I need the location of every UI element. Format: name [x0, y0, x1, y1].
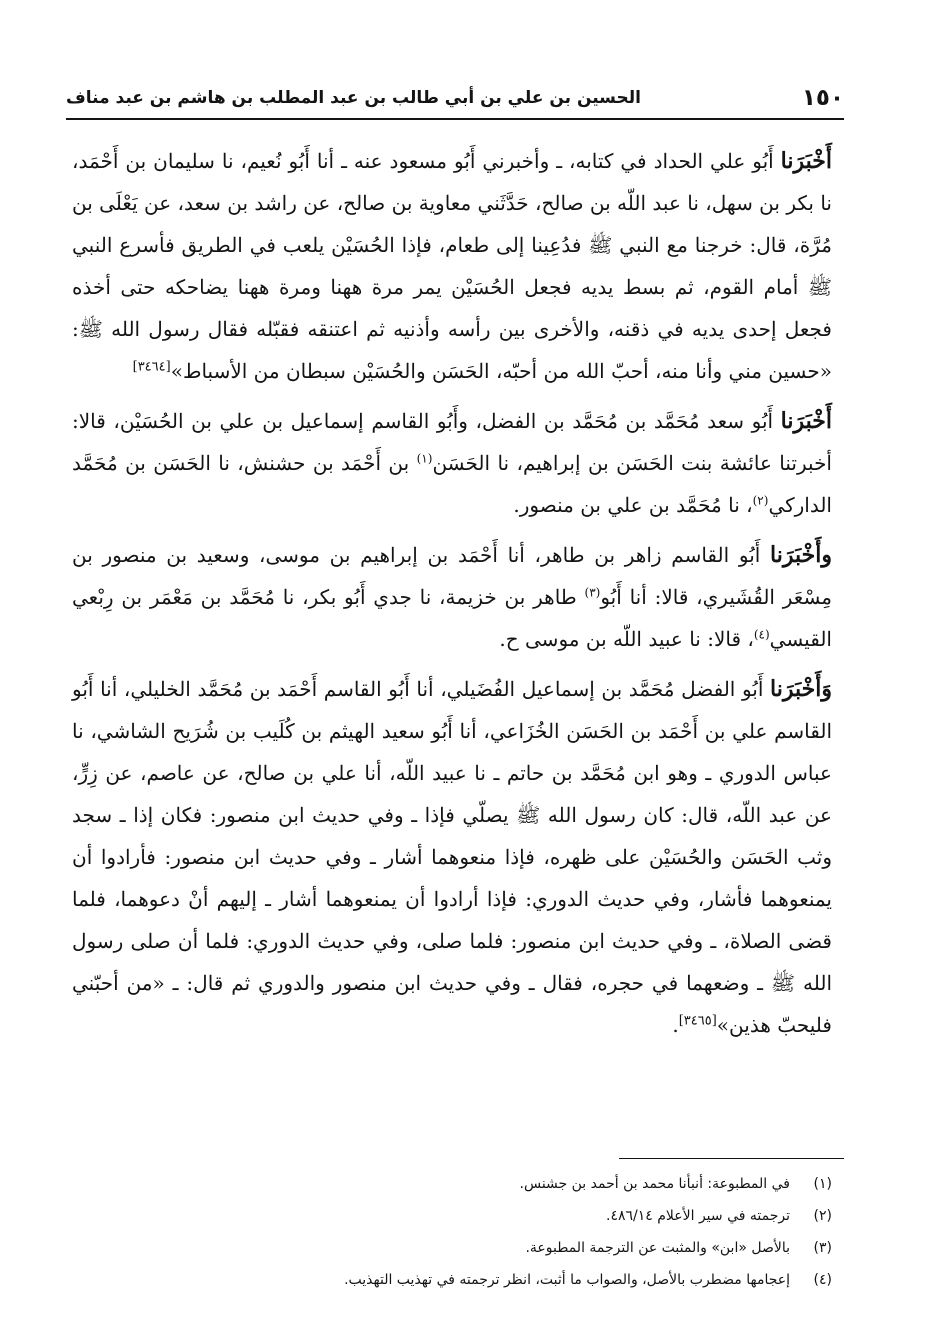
paragraph-text: ، نا مُحَمَّد بن علي بن منصور. — [513, 493, 753, 517]
footnote-marker[interactable]: (٢) — [752, 493, 769, 508]
footnote-text: ترجمته في سير الأعلام ٤٨٦/١٤. — [606, 1208, 790, 1224]
paragraph-text: أَبُو القاسم زاهر بن طاهر، أنا أَحْمَد بن إبراهيم بن موسى، وسعيد بن منصور بن مِسْعَر القُشَيري، قالا: أنا أَبُو — [72, 543, 832, 609]
hadith-paragraph — [72, 400, 832, 526]
footnote-item — [72, 1168, 832, 1200]
paragraph-text: أَبُو سعد مُحَمَّد بن مُحَمَّد بن الفضل، وأَبُو القاسم إسماعيل بن علي بن الحُسَيْن، قالا: أخبرتنا عائشة بنت الحَسَن بن إبراهيم، نا الحَسَن — [72, 409, 832, 475]
hadith-paragraph — [72, 668, 832, 1046]
footnote-number: (١) — [813, 1176, 832, 1192]
paragraph-lead: أَخْبَرَنا — [780, 148, 832, 174]
footnote-text: بالأصل «ابن» والمثبت عن الترجمة المطبوعة. — [525, 1240, 790, 1256]
footnote-number: (٢) — [813, 1208, 832, 1224]
paragraph-lead: وَأَخْبَرَنا — [770, 676, 832, 702]
footnote-item — [72, 1264, 832, 1296]
hadith-paragraph — [72, 140, 832, 392]
paragraph-text: . — [672, 1013, 679, 1037]
page-number: ١٥٠ — [801, 85, 844, 111]
footnote-marker[interactable]: (١) — [416, 451, 433, 466]
hadith-number: [٣٤٦٤] — [132, 359, 171, 375]
footnotes-section — [72, 1168, 832, 1296]
footnote-item — [72, 1232, 832, 1264]
footnote-divider — [619, 1158, 844, 1159]
page-header — [66, 78, 844, 120]
footnote-marker[interactable]: (٣) — [584, 585, 601, 600]
paragraph-text: ، قالا: نا عبيد اللّه بن موسى ح. — [499, 627, 754, 651]
footnote-item — [72, 1200, 832, 1232]
footnote-text: في المطبوعة: أنبأنا محمد بن أحمد بن جشنس. — [519, 1176, 790, 1192]
paragraph-text: بن أَحْمَد بن حشنش، نا الحَسَن بن مُحَمَّد الداركي — [72, 451, 832, 517]
hadith-number: [٣٤٦٥] — [678, 1013, 717, 1029]
main-text — [72, 140, 832, 1054]
footnote-text: إعجامها مضطرب بالأصل، والصواب ما أثبت، انظر ترجمته في تهذيب التهذيب. — [344, 1272, 790, 1288]
footnote-number: (٤) — [813, 1272, 832, 1288]
paragraph-text: أَبُو علي الحداد في كتابه، ـ وأخبرني أَبُو مسعود عنه ـ أنا أَبُو نُعيم، نا سليمان بن أَحْمَد، نا بكر بن سهل، نا عبد اللّه بن صالح، حَدَّثَني معاوية بن صالح، عن راشد بن سعد، عن يَعْلَى بن مُرَّة، قال: خرجنا مع النبي ﷺ فدُعِينا إلى طعام، فإذا الحُسَيْن يلعب في الطريق فأسرع النبي ﷺ أمام القوم، ثم بسط يديه فجعل الحُسَيْن يمر مرة ههنا ومرة ههنا يضاحكه حتى أخذه فجعل إحدى يديه في ذقنه، والأخرى بين رأسه وأذنيه ثم اعتنقه فقبّله فقال رسول الله ﷺ: «حسين مني وأنا منه، أحبّ الله من أحبّه، الحَسَن والحُسَيْن سبطان من الأسباط» — [71, 149, 832, 383]
running-title: الحسين بن علي بن أبي طالب بن عبد المطلب بن هاشم بن عبد مناف — [66, 88, 641, 108]
paragraph-text: أَبُو الفضل مُحَمَّد بن إسماعيل الفُضَيلي، أنا أَبُو القاسم أَحْمَد بن مُحَمَّد الخليلي، أنا أَبُو القاسم علي بن أَحْمَد بن الحَسَن الخُزَاعي، أنا أَبُو سعيد الهيثم بن كُلَيب بن شُرَيح الشاشي، نا عباس الدوري ـ وهو ابن مُحَمَّد بن حاتم ـ نا عبيد اللّه، أنا علي بن صالح، عن عاصم، عن زِرٍّ، عن عبد اللّه، قال: كان رسول الله ﷺ يصلّي فإذا ـ وفي حديث ابن منصور: فكان إذا ـ سجد وثب الحَسَن والحُسَيْن على ظهره، فإذا منعوهما أشار ـ وفي حديث ابن منصور: فأرادوا أن يمنعوهما فأشار، وفي حديث الدوري: فإذا أرادوا أن يمنعوهما أشار ـ إليهم أنْ دعوهما، فلما قضى الصلاة، ـ وفي حديث ابن منصور: فلما صلى، وفي حديث الدوري: فلما أن صلى رسول الله ﷺ ـ وضعهما في حجره، فقال ـ وفي حديث ابن منصور والدوري ثم قال: ـ «من أحبّني فليحبّ هذين» — [72, 677, 832, 1037]
footnote-marker[interactable]: (٤) — [753, 627, 770, 642]
hadith-paragraph — [72, 534, 832, 660]
paragraph-lead: أَخْبَرَنا — [780, 408, 832, 434]
footnote-number: (٣) — [813, 1240, 832, 1256]
paragraph-lead: وأَخْبَرَنا — [770, 542, 832, 568]
paragraph-text: طاهر بن خزيمة، نا جدي أَبُو بكر، نا مُحَمَّد بن مَعْمَر بن رِبْعي القيسي — [72, 585, 832, 651]
